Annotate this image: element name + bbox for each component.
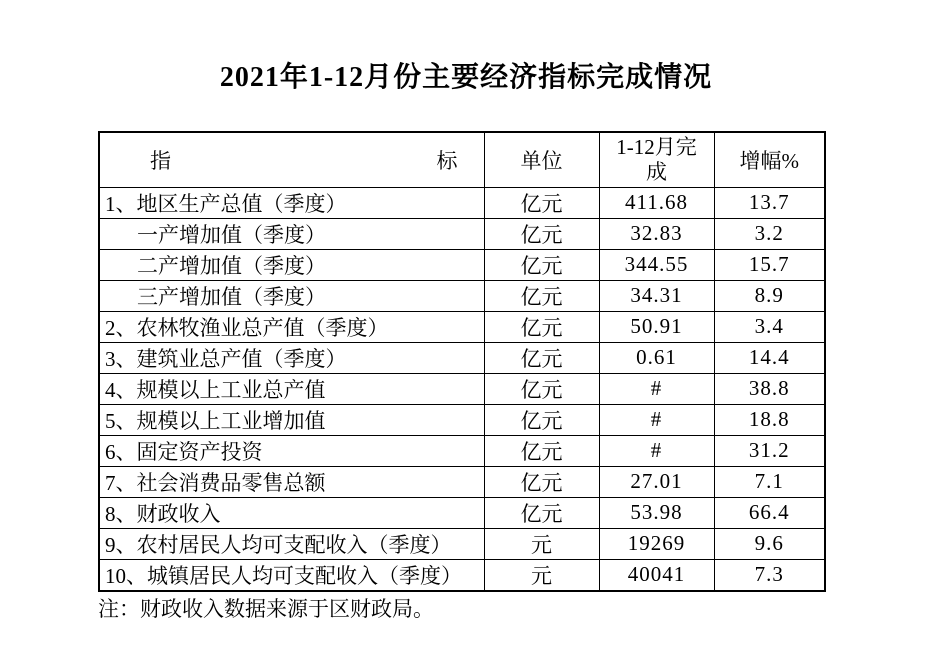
unit-cell: 亿元: [484, 342, 599, 373]
unit-cell: 亿元: [484, 435, 599, 466]
footnote: 注：财政收入数据来源于区财政局。: [98, 596, 434, 621]
indicator-cell: 3、建筑业总产值（季度）: [99, 342, 484, 373]
completed-cell: 0.61: [599, 342, 714, 373]
table-row: [99, 249, 825, 280]
unit-cell: 亿元: [484, 373, 599, 404]
growth-cell: 18.8: [714, 404, 825, 435]
growth-cell: 13.7: [714, 187, 825, 218]
growth-cell: 7.3: [714, 559, 825, 591]
unit-cell: 亿元: [484, 280, 599, 311]
indicator-header-inner: [100, 145, 484, 175]
completed-cell: 32.83: [599, 218, 714, 249]
column-header-growth: 增幅%: [714, 132, 825, 187]
growth-cell: 31.2: [714, 435, 825, 466]
completed-cell: 50.91: [599, 311, 714, 342]
unit-cell: 亿元: [484, 311, 599, 342]
growth-cell: 3.2: [714, 218, 825, 249]
table-body: [99, 187, 825, 591]
table-row: [99, 404, 825, 435]
table-row: [99, 311, 825, 342]
completed-cell: 27.01: [599, 466, 714, 497]
column-header-indicator: [99, 132, 484, 187]
completed-cell: 411.68: [599, 187, 714, 218]
unit-cell: 元: [484, 559, 599, 591]
completed-header-text: 1-12月完成: [616, 134, 697, 184]
indicator-header-right: 标: [436, 148, 458, 173]
growth-cell: 8.9: [714, 280, 825, 311]
indicator-cell: 8、财政收入: [99, 497, 484, 528]
indicator-cell: 5、规模以上工业增加值: [99, 404, 484, 435]
indicator-cell: 二产增加值（季度）: [99, 249, 484, 280]
completed-cell: 19269: [599, 528, 714, 559]
unit-cell: 亿元: [484, 249, 599, 280]
table-row: [99, 218, 825, 249]
unit-cell: 元: [484, 528, 599, 559]
unit-cell: 亿元: [484, 404, 599, 435]
completed-cell: #: [599, 435, 714, 466]
indicator-cell: 三产增加值（季度）: [99, 280, 484, 311]
indicator-cell: 9、农村居民人均可支配收入（季度）: [99, 528, 484, 559]
unit-cell: 亿元: [484, 466, 599, 497]
column-header-unit: 单位: [484, 132, 599, 187]
growth-cell: 66.4: [714, 497, 825, 528]
column-header-completed: [599, 132, 714, 187]
table-row: [99, 528, 825, 559]
completed-cell: 34.31: [599, 280, 714, 311]
table-row: [99, 373, 825, 404]
growth-cell: 15.7: [714, 249, 825, 280]
page-title: 2021年1-12月份主要经济指标完成情况: [219, 62, 713, 93]
table-row: [99, 342, 825, 373]
indicator-cell: 7、社会消费品零售总额: [99, 466, 484, 497]
indicator-cell: 10、城镇居民人均可支配收入（季度）: [99, 559, 484, 591]
completed-cell: #: [599, 373, 714, 404]
unit-cell: 亿元: [484, 218, 599, 249]
table-row: [99, 187, 825, 218]
completed-cell: #: [599, 404, 714, 435]
indicator-cell: 2、农林牧渔业总产值（季度）: [99, 311, 484, 342]
indicator-cell: 1、地区生产总值（季度）: [99, 187, 484, 218]
completed-cell: 40041: [599, 559, 714, 591]
table-row: [99, 559, 825, 591]
indicator-header-left: 指: [150, 148, 171, 173]
table-row: [99, 497, 825, 528]
growth-cell: 9.6: [714, 528, 825, 559]
growth-cell: 14.4: [714, 342, 825, 373]
header-row: [99, 132, 825, 187]
unit-cell: 亿元: [484, 187, 599, 218]
indicator-cell: 一产增加值（季度）: [99, 218, 484, 249]
table-row: [99, 466, 825, 497]
table-row: [99, 280, 825, 311]
unit-cell: 亿元: [484, 497, 599, 528]
indicator-cell: 6、固定资产投资: [99, 435, 484, 466]
completed-cell: 344.55: [599, 249, 714, 280]
indicator-cell: 4、规模以上工业总产值: [99, 373, 484, 404]
growth-cell: 38.8: [714, 373, 825, 404]
table-row: [99, 435, 825, 466]
growth-cell: 3.4: [714, 311, 825, 342]
growth-cell: 7.1: [714, 466, 825, 497]
table-header: [99, 132, 825, 187]
indicators-table: [98, 131, 826, 592]
completed-cell: 53.98: [599, 497, 714, 528]
